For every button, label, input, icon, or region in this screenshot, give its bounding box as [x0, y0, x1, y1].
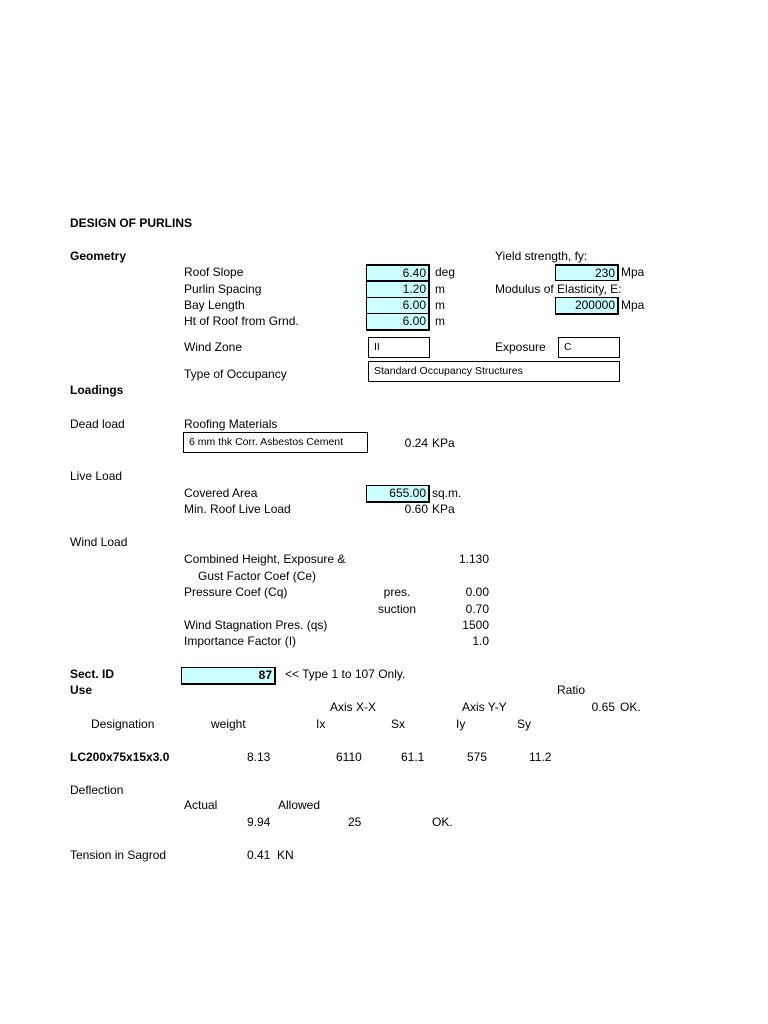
covered-area-label: Covered Area	[184, 486, 258, 500]
dead-load-unit: KPa	[432, 436, 455, 450]
occupancy-label: Type of Occupancy	[184, 367, 287, 381]
ce-value: 1.130	[458, 552, 489, 566]
covered-area-unit: sq.m.	[432, 486, 462, 500]
iy-value: 575	[467, 750, 488, 764]
exposure-field[interactable]: C	[558, 337, 620, 358]
purlin-spacing-label: Purlin Spacing	[184, 282, 262, 296]
ratio-label: Ratio	[557, 683, 586, 697]
roofing-material-field[interactable]: 6 mm thk Corr. Asbestos Cement	[183, 432, 368, 453]
deflection-status: OK.	[432, 815, 453, 829]
modulus-label: Modulus of Elasticity, E:	[495, 282, 622, 296]
purlin-spacing-unit: m	[435, 282, 445, 296]
yield-strength-unit: Mpa	[621, 265, 645, 279]
bay-length-label: Bay Length	[184, 298, 245, 312]
deflection-actual-value: 9.94	[247, 815, 271, 829]
dead-load-label: Dead load	[70, 417, 125, 431]
ratio-value: 0.65	[591, 700, 615, 714]
min-roof-live-unit: KPa	[432, 502, 455, 516]
geometry-heading: Geometry	[70, 249, 127, 263]
sect-id-input[interactable]: 87	[181, 667, 276, 685]
deflection-allowed-label: Allowed	[278, 798, 321, 812]
deflection-actual-label: Actual	[184, 798, 218, 812]
designation-header: Designation	[91, 717, 155, 731]
sx-value: 61.1	[401, 750, 425, 764]
suction-label: suction	[377, 602, 417, 616]
bay-length-input[interactable]: 6.00	[366, 297, 430, 314]
purlin-spacing-input[interactable]: 1.20	[366, 281, 430, 298]
ce-label-line1: Combined Height, Exposure &	[184, 552, 346, 566]
roof-height-input[interactable]: 6.00	[366, 313, 430, 331]
pressure-value: 0.00	[465, 585, 489, 599]
exposure-label: Exposure	[495, 340, 546, 354]
roof-slope-input[interactable]: 6.40	[366, 264, 430, 281]
dead-load-value: 0.24	[404, 436, 428, 450]
page-title: DESIGN OF PURLINS	[70, 216, 193, 230]
modulus-input[interactable]: 200000	[555, 297, 619, 315]
roof-slope-label: Roof Slope	[184, 265, 244, 279]
qs-value: 1500	[462, 618, 489, 632]
axis-xx-label: Axis X-X	[330, 700, 377, 714]
ratio-status: OK.	[620, 700, 641, 714]
wind-zone-field[interactable]: II	[368, 337, 430, 358]
sy-header: Sy	[517, 717, 532, 731]
ix-header: Ix	[316, 717, 326, 731]
min-roof-live-value: 0.60	[404, 502, 428, 516]
pressure-label: pres.	[383, 585, 411, 599]
yield-strength-input[interactable]: 230	[555, 264, 619, 281]
cq-label: Pressure Coef (Cq)	[184, 585, 288, 599]
ce-label-line2: Gust Factor Coef (Ce)	[198, 569, 317, 583]
roof-height-unit: m	[435, 314, 445, 328]
use-label: Use	[70, 683, 93, 697]
qs-label: Wind Stagnation Pres. (qs)	[184, 618, 328, 632]
sagrod-unit: KN	[277, 848, 294, 862]
importance-label: Importance Factor (I)	[184, 634, 297, 648]
importance-value: 1.0	[472, 634, 489, 648]
roof-height-label: Ht of Roof from Grnd.	[184, 314, 299, 328]
sect-id-label: Sect. ID	[70, 667, 115, 681]
ix-value: 6110	[336, 750, 362, 764]
weight-value: 8.13	[247, 750, 271, 764]
wind-zone-label: Wind Zone	[184, 340, 243, 354]
wind-load-label: Wind Load	[70, 535, 128, 549]
bay-length-unit: m	[435, 298, 445, 312]
iy-header: Iy	[456, 717, 466, 731]
loadings-heading: Loadings	[70, 383, 124, 397]
suction-value: 0.70	[465, 602, 489, 616]
designation-value: LC200x75x15x3.0	[70, 750, 170, 764]
covered-area-input[interactable]: 655.00	[366, 485, 430, 503]
live-load-label: Live Load	[70, 469, 123, 483]
min-roof-live-label: Min. Roof Live Load	[184, 502, 291, 516]
deflection-label: Deflection	[70, 783, 124, 797]
modulus-unit: Mpa	[621, 298, 645, 312]
roof-slope-unit: deg	[435, 265, 456, 279]
sy-value: 11.2	[529, 750, 552, 764]
yield-strength-label: Yield strength, fy:	[495, 249, 588, 263]
roofing-materials-label: Roofing Materials	[184, 417, 278, 431]
sagrod-value: 0.41	[247, 848, 271, 862]
deflection-allowed-value: 25	[348, 815, 362, 829]
sx-header: Sx	[391, 717, 406, 731]
axis-yy-label: Axis Y-Y	[462, 700, 507, 714]
sect-id-note: << Type 1 to 107 Only.	[285, 667, 406, 681]
weight-header: weight	[211, 717, 246, 731]
occupancy-field[interactable]: Standard Occupancy Structures	[368, 361, 620, 382]
sagrod-label: Tension in Sagrod	[70, 848, 167, 862]
